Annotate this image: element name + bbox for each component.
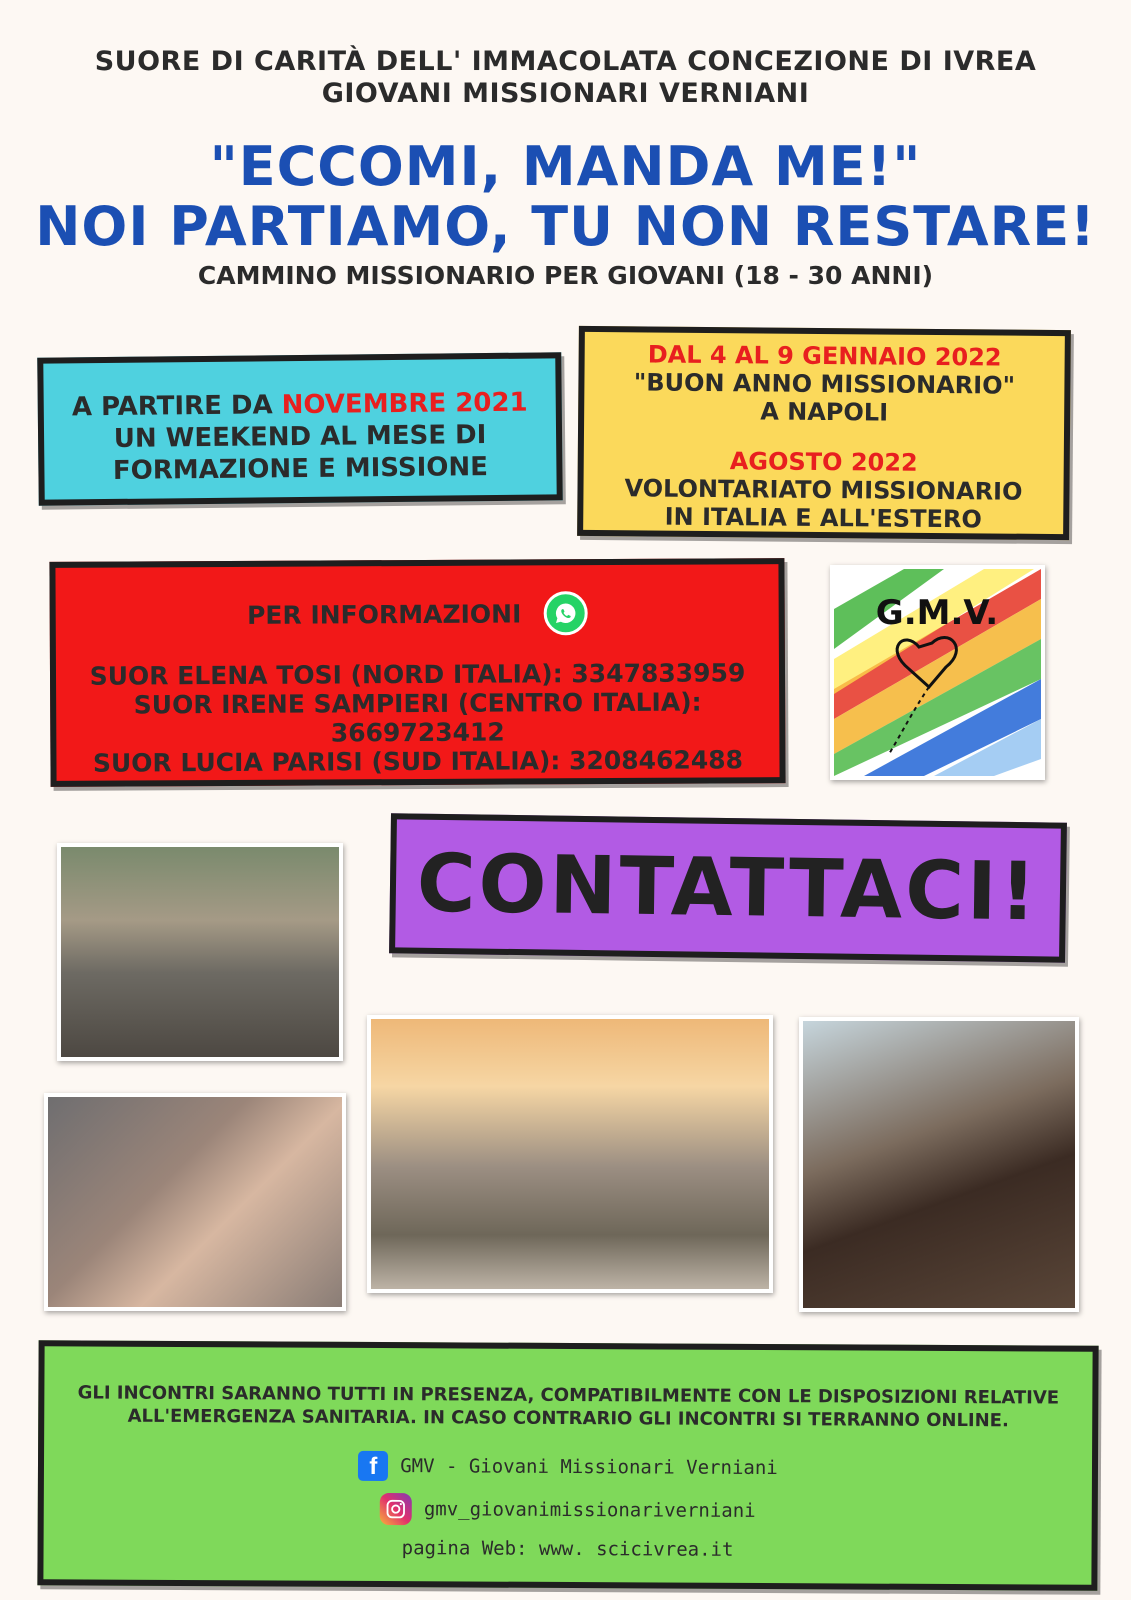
contact-north: SUOR ELENA TOSI (NORD ITALIA): 3347833959 <box>89 658 746 691</box>
monthly-line2: UN WEEKEND AL MESE DI <box>113 420 487 454</box>
contact-center: SUOR IRENE SAMPIERI (CENTRO ITALIA): 3669723412 <box>133 687 702 748</box>
footer-box <box>37 1340 1098 1591</box>
monthly-line3: FORMAZIONE E MISSIONE <box>112 452 489 486</box>
facebook-icon[interactable]: f <box>358 1451 388 1481</box>
org-name: SUORE DI CARITÀ DELL' IMMACOLATA CONCEZIONE DI IVREA <box>94 46 1037 77</box>
monthly-line1 <box>44 386 556 423</box>
event1-title: "BUON ANNO MISSIONARIO" <box>633 368 1016 400</box>
event2-title: VOLONTARIATO MISSIONARIO <box>624 474 1023 506</box>
info-heading: PER INFORMAZIONI <box>246 598 522 630</box>
subtitle: CAMMINO MISSIONARIO PER GIOVANI (18 - 30 ANNI) <box>197 261 934 290</box>
monthly-weekend-box <box>37 352 563 505</box>
website-link[interactable]: pagina Web: www. scicivrea.it <box>401 1537 734 1561</box>
contact-us-button[interactable]: CONTATTACI! <box>389 813 1067 962</box>
instagram-icon[interactable] <box>380 1493 412 1525</box>
photo-group <box>367 1015 773 1293</box>
facebook-link[interactable]: GMV - Giovani Missionari Verniani <box>400 1454 778 1479</box>
monthly-prefix: A PARTIRE DA <box>71 390 282 423</box>
events-box <box>577 326 1071 540</box>
gmv-logo <box>830 565 1045 780</box>
photo-smiling-children <box>799 1017 1079 1312</box>
event2-date: AGOSTO 2022 <box>729 447 918 477</box>
logo-text: G.M.V. <box>875 593 999 633</box>
main-title-line2: NOI PARTIAMO, TU NON RESTARE! <box>35 195 1096 258</box>
event1-date: DAL 4 AL 9 GENNAIO 2022 <box>647 340 1002 372</box>
group-name: GIOVANI MISSIONARI VERNIANI <box>321 78 810 109</box>
notice-line2: ALL'EMERGENZA SANITARIA. IN CASO CONTRARIO GLI INCONTRI SI TERRANNO ONLINE. <box>127 1405 1009 1432</box>
info-box <box>49 558 785 787</box>
event1-place: A NAPOLI <box>760 397 889 427</box>
instagram-link[interactable]: gmv_giovanimissionariverniani <box>423 1497 756 1522</box>
contact-south: SUOR LUCIA PARISI (SUD ITALIA): 3208462488 <box>92 745 744 778</box>
monthly-start-date: NOVEMBRE 2021 <box>281 387 528 421</box>
event2-place: IN ITALIA E ALL'ESTERO <box>664 502 982 534</box>
main-title-line1: "ECCOMI, MANDA ME!" <box>209 135 922 198</box>
whatsapp-icon <box>543 591 587 635</box>
photo-children-walking <box>57 843 343 1061</box>
notice-line1: GLI INCONTRI SARANNO TUTTI IN PRESENZA, COMPATIBILMENTE CON LE DISPOSIZIONI RELATIVE <box>77 1382 1060 1409</box>
photo-holding-hands <box>44 1093 346 1311</box>
